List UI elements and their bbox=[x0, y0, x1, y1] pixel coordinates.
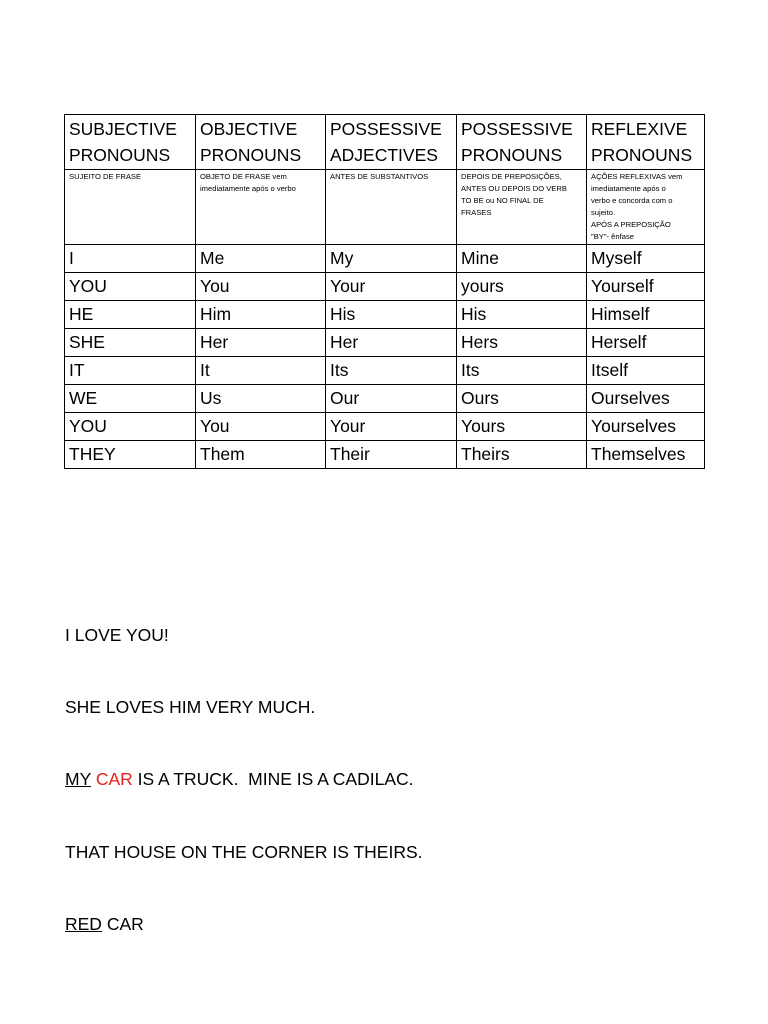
table-cell: You bbox=[196, 273, 326, 301]
table-cell: Her bbox=[196, 329, 326, 357]
table-cell: Itself bbox=[587, 357, 705, 385]
header-objective-pronouns: OBJECTIVE PRONOUNS bbox=[196, 115, 326, 170]
example-sentence-3 bbox=[65, 768, 414, 790]
table-cell: Ours bbox=[457, 385, 587, 413]
table-cell: Your bbox=[326, 273, 457, 301]
table-cell: HE bbox=[65, 301, 196, 329]
note-objective: OBJETO DE FRASE vem imediatamente após o verbo bbox=[196, 170, 326, 245]
header-possessive-pronouns: POSSESSIVE PRONOUNS bbox=[457, 115, 587, 170]
table-cell: Yourself bbox=[587, 273, 705, 301]
header-reflexive-pronouns: REFLEXIVE PRONOUNS bbox=[587, 115, 705, 170]
table-cell: Himself bbox=[587, 301, 705, 329]
table-row bbox=[65, 329, 705, 357]
table-row bbox=[65, 357, 705, 385]
sentence-3-rest: IS A TRUCK. MINE IS A CADILAC. bbox=[132, 769, 414, 789]
example-sentence-2: SHE LOVES HIM VERY MUCH. bbox=[65, 697, 316, 717]
table-cell: Mine bbox=[457, 245, 587, 273]
table-cell: My bbox=[326, 245, 457, 273]
example-sentence-5 bbox=[65, 913, 144, 935]
table-cell: Ourselves bbox=[587, 385, 705, 413]
table-cell: Theirs bbox=[457, 441, 587, 469]
table-cell: It bbox=[196, 357, 326, 385]
table-cell: Its bbox=[326, 357, 457, 385]
table-cell: Their bbox=[326, 441, 457, 469]
table-cell: Your bbox=[326, 413, 457, 441]
table-cell: Yourselves bbox=[587, 413, 705, 441]
table-cell: Her bbox=[326, 329, 457, 357]
notes-row bbox=[65, 170, 705, 245]
table-cell: YOU bbox=[65, 413, 196, 441]
table-cell: His bbox=[326, 301, 457, 329]
table-row bbox=[65, 301, 705, 329]
table-row bbox=[65, 441, 705, 469]
underlined-word-red: RED bbox=[65, 914, 102, 934]
table-row bbox=[65, 413, 705, 441]
table-cell: Him bbox=[196, 301, 326, 329]
table-cell: IT bbox=[65, 357, 196, 385]
header-row bbox=[65, 115, 705, 170]
table-cell: Hers bbox=[457, 329, 587, 357]
note-subjective: SUJEITO DE FRASE bbox=[65, 170, 196, 245]
table-cell: Our bbox=[326, 385, 457, 413]
table-cell: WE bbox=[65, 385, 196, 413]
table-cell: Me bbox=[196, 245, 326, 273]
table-cell: Yours bbox=[457, 413, 587, 441]
table-cell: Themselves bbox=[587, 441, 705, 469]
header-possessive-adjectives: POSSESSIVE ADJECTIVES bbox=[326, 115, 457, 170]
table-cell: YOU bbox=[65, 273, 196, 301]
note-reflexive: AÇÕES REFLEXIVAS vem imediatamente após o verbo e concorda com o sujeito. APÓS A PREPOSIÇÃO "BY"- ênfase bbox=[587, 170, 705, 245]
table-cell: yours bbox=[457, 273, 587, 301]
table-row bbox=[65, 385, 705, 413]
note-possessive-pronouns: DEPOIS DE PREPOSIÇÕES, ANTES OU DEPOIS DO VERB TO BE ou NO FINAL DE FRASES bbox=[457, 170, 587, 245]
pronoun-table bbox=[64, 114, 705, 469]
table-cell: Its bbox=[457, 357, 587, 385]
table-row bbox=[65, 273, 705, 301]
table-cell: Herself bbox=[587, 329, 705, 357]
example-sentence-4: THAT HOUSE ON THE CORNER IS THEIRS. bbox=[65, 842, 423, 862]
table-cell: SHE bbox=[65, 329, 196, 357]
example-sentence-1: I LOVE YOU! bbox=[65, 625, 169, 645]
table-cell: Myself bbox=[587, 245, 705, 273]
header-subjective-pronouns: SUBJECTIVE PRONOUNS bbox=[65, 115, 196, 170]
table-cell: THEY bbox=[65, 441, 196, 469]
table-cell: I bbox=[65, 245, 196, 273]
table-row bbox=[65, 245, 705, 273]
table-cell: You bbox=[196, 413, 326, 441]
sentence-5-rest: CAR bbox=[101, 914, 144, 934]
note-possessive-adjectives: ANTES DE SUBSTANTIVOS bbox=[326, 170, 457, 245]
table-cell: His bbox=[457, 301, 587, 329]
table-cell: Us bbox=[196, 385, 326, 413]
table-cell: Them bbox=[196, 441, 326, 469]
highlighted-word-car: CAR bbox=[95, 769, 133, 789]
underlined-word-my: MY bbox=[65, 769, 91, 789]
